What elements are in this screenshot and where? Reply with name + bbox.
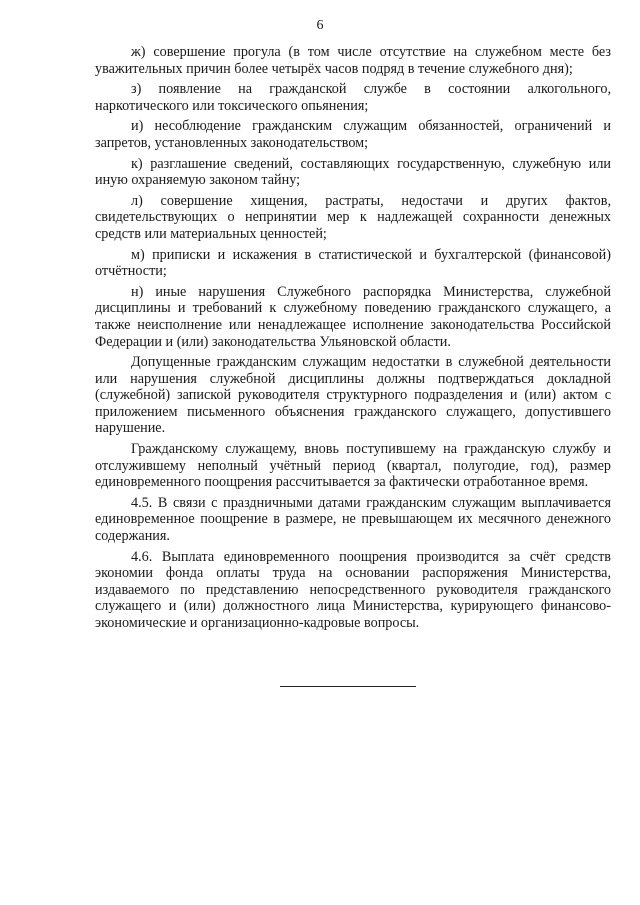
paragraph-m: м) приписки и искажения в статистической и бухгалтерской (финансовой) отчётности; — [95, 246, 611, 280]
paragraph-4-5: 4.5. В связи с праздничными датами гражданским служащим выплачивается единовременное поощрение в размере, не превышающем их месячного денежного содержания. — [95, 494, 611, 545]
end-of-document-rule — [280, 686, 416, 687]
paragraph-4-6: 4.6. Выплата единовременного поощрения производится за счёт средств экономии фонда оплаты труда на основании распоряжения Министерства, издаваемого по представлению непосредственного руководителя гражданского служащего и (или) должностного лица Министерства, курирующего финансово-экономические и организационно-кадровые вопросы. — [95, 548, 611, 631]
paragraph-l: л) совершение хищения, растраты, недостачи и других фактов, свидетельствующих о непринятии мер к надлежащей сохранности денежных средств или материальных ценностей; — [95, 192, 611, 242]
paragraph-z: з) появление на гражданской службе в состоянии алкогольного, наркотического или токсического опьянения; — [95, 81, 611, 114]
paragraph-i: и) несоблюдение гражданским служащим обязанностей, ограничений и запретов, установленных законодательством; — [95, 118, 611, 151]
document-body — [95, 44, 611, 636]
paragraph-k: к) разглашение сведений, составляющих государственную, служебную или иную охраняемую законом тайну; — [95, 155, 611, 189]
paragraph-n: н) иные нарушения Служебного распорядка Министерства, служебной дисциплины и требований к служебному поведению гражданского служащего, а также неисполнение или ненадлежащее исполнение законодательства Российской Федерации и (или) законодательства Ульяновской области. — [95, 283, 611, 350]
paragraph-zh: ж) совершение прогула (в том числе отсутствие на служебном месте без уважительных причин более четырёх часов подряд в течение служебного дня); — [95, 44, 611, 77]
page-number: 6 — [316, 18, 324, 33]
paragraph-violations-confirmation: Допущенные гражданским служащим недостатки в служебной деятельности или нарушения служебной дисциплины должны подтверждаться докладной (служебной) запиской руководителя структурного подразделения и (или) актом с приложением письменного объяснения гражданского служащего, допустившего нарушение. — [95, 354, 611, 437]
paragraph-new-employee: Гражданскому служащему, вновь поступившему на гражданскую службу и отслужившему неполный учётный период (квартал, полугодие, год), размер единовременного поощрения рассчитывается за фактически отработанное время. — [95, 441, 611, 491]
